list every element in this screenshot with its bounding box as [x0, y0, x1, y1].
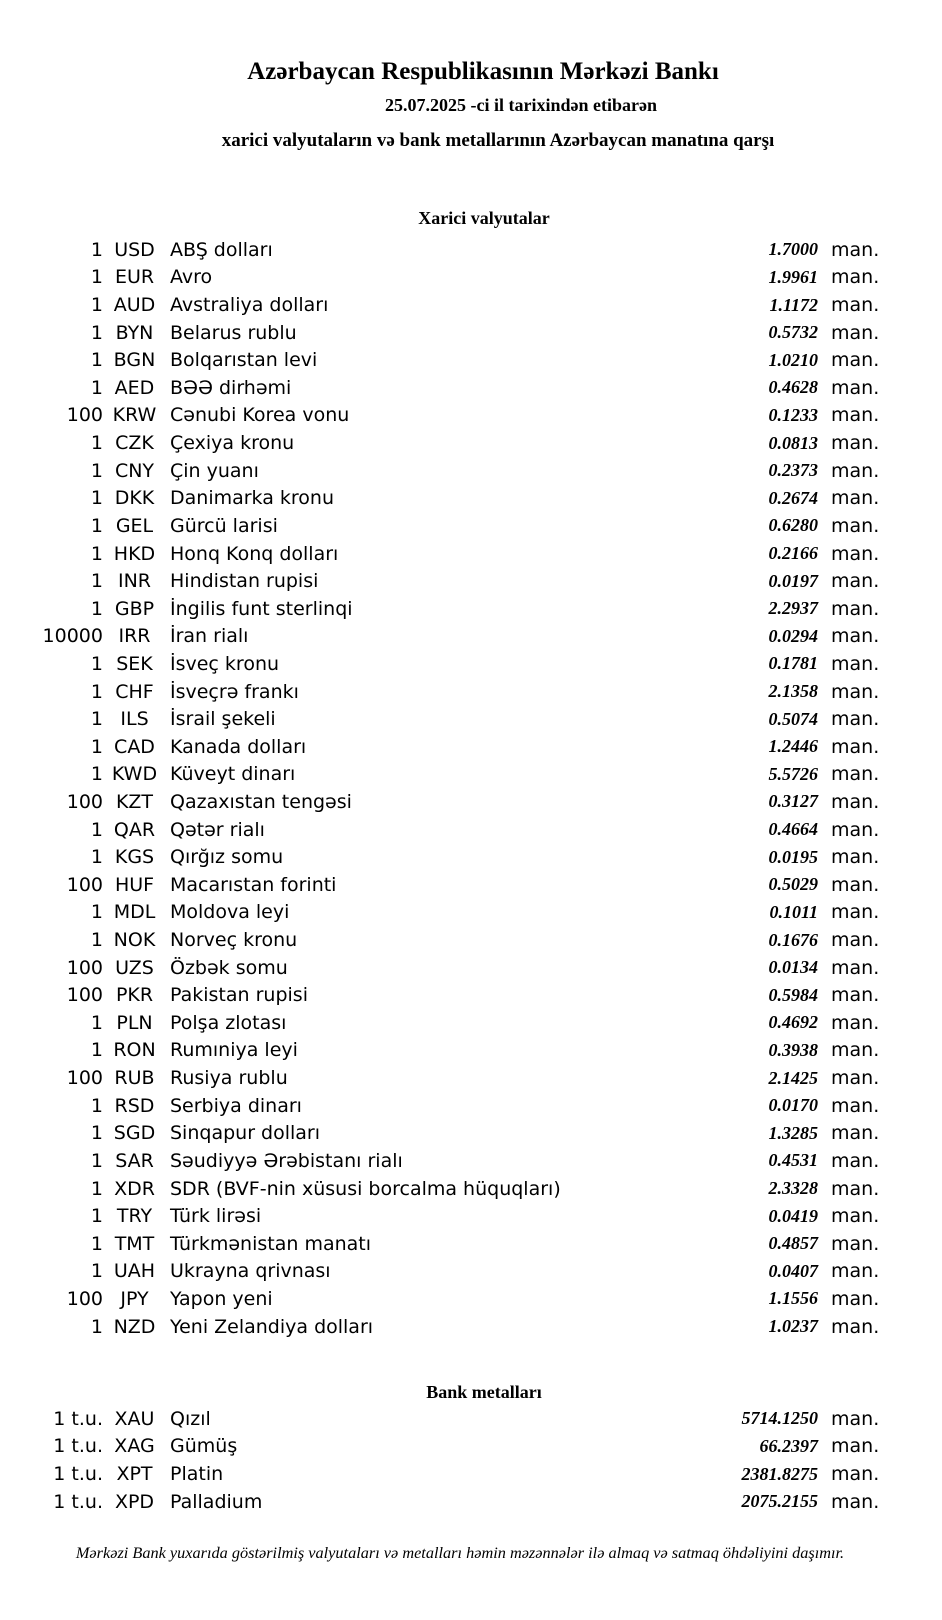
row-rate-value: 0.0197 — [768, 570, 818, 591]
table-row — [0, 1092, 942, 1120]
table-row — [0, 1009, 942, 1037]
row-currency-name: Hindistan rupisi — [170, 570, 319, 593]
effective-date-line: 25.07.2025 -ci il tarixindən etibarən — [385, 95, 657, 115]
row-rate-value: 0.1233 — [768, 404, 818, 425]
table-row — [0, 567, 942, 595]
table-row — [0, 981, 942, 1009]
row-unit-label: man. — [831, 321, 880, 344]
row-currency-name: Avro — [170, 266, 213, 289]
row-unit-label: man. — [831, 1039, 880, 1062]
row-quantity: 1 — [90, 266, 103, 289]
row-unit-label: man. — [831, 846, 880, 869]
row-unit-label: man. — [831, 542, 880, 565]
row-currency-code: KGS — [114, 846, 155, 869]
row-quantity: 1 — [90, 1232, 103, 1255]
row-currency-code: HUF — [114, 873, 155, 896]
row-quantity: 1 — [90, 349, 103, 372]
table-row — [0, 705, 942, 733]
row-currency-name: SDR (BVF-nin xüsusi borcalma hüquqları) — [170, 1177, 561, 1200]
row-unit-label: man. — [831, 597, 880, 620]
row-quantity: 1 — [90, 1149, 103, 1172]
row-unit-label: man. — [831, 956, 880, 979]
row-rate-value: 2.2937 — [768, 598, 818, 619]
table-row — [0, 457, 942, 485]
row-rate-value: 0.5984 — [768, 984, 818, 1005]
row-currency-name: Gümüş — [170, 1435, 238, 1458]
row-quantity: 1 — [90, 680, 103, 703]
table-row — [0, 843, 942, 871]
table-row — [0, 650, 942, 678]
row-currency-code: HKD — [113, 542, 156, 565]
row-currency-name: Ukrayna qrivnası — [170, 1260, 331, 1283]
table-row — [0, 899, 942, 927]
row-rate-value: 5.5726 — [768, 763, 818, 784]
row-rate-value: 0.4857 — [768, 1233, 818, 1254]
row-rate-value: 0.1676 — [768, 929, 818, 950]
row-rate-value: 2.3328 — [768, 1178, 818, 1199]
currencies-section-title: Xarici valyutalar — [418, 208, 550, 228]
row-currency-name: İsrail şekeli — [170, 708, 276, 731]
row-unit-label: man. — [831, 266, 880, 289]
row-unit-label: man. — [831, 984, 880, 1007]
row-unit-label: man. — [831, 514, 880, 537]
row-currency-code: RON — [113, 1039, 156, 1062]
row-currency-code: NZD — [113, 1315, 156, 1338]
bank-name-title: Azərbaycan Respublikasının Mərkəzi Bankı — [247, 58, 719, 85]
row-currency-name: Serbiya dinarı — [170, 1094, 302, 1117]
row-currency-code: EUR — [114, 266, 155, 289]
row-rate-value: 2.1425 — [768, 1067, 818, 1088]
row-unit-label: man. — [831, 1232, 880, 1255]
row-quantity: 1 — [90, 1315, 103, 1338]
row-quantity: 1 — [90, 1260, 103, 1283]
row-currency-name: Rusiya rublu — [170, 1067, 288, 1090]
row-unit-label: man. — [831, 1011, 880, 1034]
row-currency-name: Danimarka kronu — [170, 487, 335, 510]
row-currency-name: Küveyt dinarı — [170, 763, 296, 786]
row-rate-value: 0.0170 — [768, 1095, 818, 1116]
row-currency-name: Səudiyyə Ərəbistanı rialı — [170, 1149, 403, 1172]
row-currency-name: Bolqarıstan levi — [170, 349, 318, 372]
row-unit-label: man. — [831, 459, 880, 482]
table-row — [0, 540, 942, 568]
table-row — [0, 484, 942, 512]
row-quantity: 100 — [66, 984, 103, 1007]
table-row — [0, 1175, 942, 1203]
row-unit-label: man. — [831, 238, 880, 261]
row-rate-value: 0.0134 — [768, 957, 818, 978]
row-rate-value: 0.4692 — [768, 1012, 818, 1033]
row-currency-code: RUB — [114, 1067, 155, 1090]
table-row — [0, 236, 942, 264]
obligation-footnote: Mərkəzi Bank yuxarıda göstərilmiş valyutaları və metalları həmin məzənnələr ilə almaq və satmaq öhdəliyini daşımır. — [75, 1543, 845, 1562]
row-rate-value: 1.3285 — [768, 1122, 818, 1143]
row-currency-code: DKK — [114, 487, 155, 510]
row-rate-value: 2381.8275 — [741, 1463, 818, 1484]
row-quantity: 1 — [90, 432, 103, 455]
row-currency-name: Avstraliya dolları — [170, 294, 329, 317]
row-quantity: 1 — [90, 487, 103, 510]
row-rate-value: 0.3938 — [768, 1039, 818, 1060]
row-rate-value: 0.5029 — [768, 874, 818, 895]
table-row — [0, 1433, 942, 1461]
row-currency-name: Çin yuanı — [170, 459, 259, 482]
row-unit-label: man. — [831, 1149, 880, 1172]
row-currency-name: Yapon yeni — [170, 1287, 273, 1310]
row-currency-code: NOK — [113, 929, 156, 952]
row-quantity: 1 t.u. — [53, 1490, 103, 1513]
table-row — [0, 1258, 942, 1286]
row-quantity: 1 — [90, 1122, 103, 1145]
table-row — [0, 1285, 942, 1313]
row-quantity: 1 — [90, 818, 103, 841]
row-currency-name: Moldova leyi — [170, 901, 290, 924]
row-currency-name: Qətər rialı — [170, 818, 265, 841]
table-row — [0, 623, 942, 651]
row-quantity: 1 — [90, 708, 103, 731]
table-row — [0, 954, 942, 982]
row-currency-name: Norveç kronu — [170, 929, 298, 952]
table-row — [0, 1405, 942, 1433]
row-unit-label: man. — [831, 1463, 880, 1486]
row-quantity: 1 — [90, 321, 103, 344]
row-unit-label: man. — [831, 1407, 880, 1430]
row-currency-code: CNY — [114, 459, 155, 482]
row-quantity: 1 — [90, 1011, 103, 1034]
row-currency-name: Yeni Zelandiya dolları — [170, 1315, 374, 1338]
table-row — [0, 1488, 942, 1516]
row-quantity: 1 — [90, 238, 103, 261]
table-row — [0, 512, 942, 540]
table-row — [0, 1120, 942, 1148]
row-currency-name: Sinqapur dolları — [170, 1122, 321, 1145]
row-unit-label: man. — [831, 432, 880, 455]
row-currency-code: XPD — [114, 1490, 155, 1513]
table-row — [0, 926, 942, 954]
row-unit-label: man. — [831, 763, 880, 786]
row-currency-code: IRR — [118, 625, 151, 648]
row-currency-code: CHF — [115, 680, 154, 703]
table-row — [0, 264, 942, 292]
row-currency-name: Qızıl — [170, 1407, 211, 1430]
row-currency-code: XDR — [114, 1177, 155, 1200]
row-rate-value: 0.4531 — [768, 1150, 818, 1171]
row-unit-label: man. — [831, 901, 880, 924]
row-unit-label: man. — [831, 929, 880, 952]
row-unit-label: man. — [831, 680, 880, 703]
row-unit-label: man. — [831, 790, 880, 813]
row-quantity: 1 — [90, 376, 103, 399]
row-currency-name: Özbək somu — [170, 956, 288, 979]
row-unit-label: man. — [831, 873, 880, 896]
row-currency-code: KZT — [115, 790, 154, 813]
row-currency-name: Qırğız somu — [170, 846, 284, 869]
row-rate-value: 1.1172 — [769, 294, 818, 315]
row-rate-value: 0.6280 — [768, 515, 818, 536]
row-quantity: 100 — [66, 1287, 103, 1310]
table-row — [0, 1064, 942, 1092]
row-currency-name: BƏƏ dirhəmi — [170, 376, 292, 399]
metals-section-title: Bank metalları — [426, 1382, 542, 1402]
row-quantity: 100 — [66, 956, 103, 979]
row-quantity: 1 t.u. — [53, 1435, 103, 1458]
table-row — [0, 678, 942, 706]
currencies-table — [0, 236, 942, 1340]
row-currency-name: Türk lirəsi — [170, 1205, 262, 1228]
row-currency-code: BYN — [115, 321, 154, 344]
row-currency-name: Palladium — [170, 1490, 263, 1513]
row-quantity: 1 — [90, 763, 103, 786]
row-rate-value: 0.0294 — [768, 625, 818, 646]
row-quantity: 1 — [90, 597, 103, 620]
row-unit-label: man. — [831, 1315, 880, 1338]
table-row — [0, 374, 942, 402]
bulletin-subtitle: xarici valyutaların və bank metallarının Azərbaycan manatına qarşı — [221, 130, 775, 151]
row-currency-code: BGN — [113, 349, 156, 372]
row-rate-value: 1.0210 — [768, 349, 818, 370]
row-currency-code: SAR — [115, 1149, 154, 1172]
row-rate-value: 1.7000 — [768, 239, 818, 260]
row-rate-value: 0.1011 — [769, 901, 818, 922]
row-currency-name: İsveç kronu — [170, 652, 280, 675]
row-unit-label: man. — [831, 708, 880, 731]
row-unit-label: man. — [831, 625, 880, 648]
row-rate-value: 0.4664 — [768, 819, 818, 840]
row-unit-label: man. — [831, 1205, 880, 1228]
row-rate-value: 1.9961 — [768, 266, 818, 287]
row-quantity: 1 — [90, 294, 103, 317]
row-quantity: 1 — [90, 735, 103, 758]
row-rate-value: 0.0195 — [768, 846, 818, 867]
row-rate-value: 0.2166 — [768, 543, 818, 563]
row-currency-name: Pakistan rupisi — [170, 984, 308, 1007]
row-quantity: 1 — [90, 570, 103, 593]
row-currency-code: JPY — [120, 1287, 149, 1310]
row-currency-name: Belarus rublu — [170, 321, 297, 344]
row-currency-code: GBP — [114, 597, 155, 620]
row-rate-value: 0.2674 — [768, 487, 818, 508]
row-unit-label: man. — [831, 1490, 880, 1513]
table-row — [0, 871, 942, 899]
row-currency-code: AUD — [113, 294, 156, 317]
row-currency-name: Kanada dolları — [170, 735, 307, 758]
row-unit-label: man. — [831, 1067, 880, 1090]
row-currency-name: İngilis funt sterlinqi — [170, 597, 353, 620]
row-currency-name: Platin — [170, 1463, 224, 1486]
row-unit-label: man. — [831, 1177, 880, 1200]
row-quantity: 1 — [90, 1039, 103, 1062]
row-quantity: 1 — [90, 901, 103, 924]
row-currency-name: Macarıstan forinti — [170, 873, 337, 896]
row-currency-code: XAG — [114, 1435, 155, 1458]
row-currency-name: Türkmənistan manatı — [170, 1232, 372, 1255]
row-unit-label: man. — [831, 818, 880, 841]
table-row — [0, 733, 942, 761]
row-currency-name: Çexiya kronu — [170, 432, 295, 455]
row-unit-label: man. — [831, 1287, 880, 1310]
row-currency-code: GEL — [115, 514, 154, 537]
row-rate-value: 0.5732 — [768, 322, 818, 343]
row-currency-name: ABŞ dolları — [170, 238, 273, 261]
row-quantity: 1 — [90, 1205, 103, 1228]
row-rate-value: 66.2397 — [759, 1435, 818, 1456]
table-row — [0, 319, 942, 347]
row-currency-code: MDL — [113, 901, 156, 924]
row-currency-code: PKR — [115, 984, 154, 1007]
row-currency-name: Polşa zlotası — [170, 1011, 287, 1034]
row-rate-value: 0.0407 — [768, 1260, 818, 1281]
row-currency-code: UZS — [115, 956, 154, 979]
row-currency-code: USD — [114, 238, 155, 261]
row-quantity: 1 — [90, 846, 103, 869]
row-currency-code: RSD — [114, 1094, 155, 1117]
row-rate-value: 0.1781 — [768, 653, 818, 674]
table-row — [0, 346, 942, 374]
row-quantity: 10000 — [42, 625, 103, 648]
table-row — [0, 402, 942, 430]
table-row — [0, 1460, 942, 1488]
row-unit-label: man. — [831, 294, 880, 317]
row-currency-code: CZK — [115, 432, 154, 455]
row-currency-code: ILS — [120, 708, 149, 731]
table-row — [0, 788, 942, 816]
row-unit-label: man. — [831, 1260, 880, 1283]
table-row — [0, 291, 942, 319]
row-quantity: 1 — [90, 652, 103, 675]
row-rate-value: 1.1556 — [768, 1288, 818, 1309]
row-quantity: 100 — [66, 404, 103, 427]
table-row — [0, 595, 942, 623]
row-quantity: 1 — [90, 929, 103, 952]
row-unit-label: man. — [831, 487, 880, 510]
row-currency-code: PLN — [116, 1011, 153, 1034]
table-row — [0, 1230, 942, 1258]
row-rate-value: 1.2446 — [768, 736, 818, 757]
table-row — [0, 429, 942, 457]
row-currency-code: TRY — [116, 1205, 153, 1228]
row-currency-code: SGD — [113, 1122, 156, 1145]
metals-table — [0, 1405, 942, 1515]
row-currency-code: INR — [117, 570, 152, 593]
row-unit-label: man. — [831, 376, 880, 399]
table-row — [0, 816, 942, 844]
row-currency-code: SEK — [116, 652, 153, 675]
row-currency-name: Rumıniya leyi — [170, 1039, 298, 1062]
row-quantity: 1 t.u. — [53, 1463, 103, 1486]
table-row — [0, 1202, 942, 1230]
row-unit-label: man. — [831, 404, 880, 427]
row-currency-code: XPT — [116, 1463, 153, 1486]
row-currency-code: KWD — [111, 763, 158, 786]
table-row — [0, 1313, 942, 1341]
row-rate-value: 5714.1250 — [741, 1408, 818, 1429]
row-rate-value: 2.1358 — [768, 681, 818, 702]
row-unit-label: man. — [831, 1435, 880, 1458]
row-currency-code: KRW — [112, 404, 157, 427]
row-unit-label: man. — [831, 570, 880, 593]
row-currency-name: Cənubi Korea vonu — [170, 404, 350, 427]
row-quantity: 100 — [66, 790, 103, 813]
row-currency-code: QAR — [113, 818, 156, 841]
row-rate-value: 0.4628 — [768, 377, 818, 398]
table-row — [0, 1037, 942, 1065]
row-unit-label: man. — [831, 735, 880, 758]
row-unit-label: man. — [831, 1094, 880, 1117]
row-rate-value: 2075.2155 — [741, 1491, 818, 1512]
row-currency-name: Qazaxıstan tengəsi — [170, 790, 352, 813]
row-quantity: 1 t.u. — [53, 1407, 103, 1430]
row-currency-name: İran rialı — [170, 625, 249, 648]
row-quantity: 1 — [90, 542, 103, 565]
row-currency-name: Honq Konq dolları — [170, 542, 339, 565]
row-currency-code: AED — [114, 376, 155, 399]
row-quantity: 1 — [90, 1177, 103, 1200]
row-quantity: 1 — [90, 514, 103, 537]
row-rate-value: 1.0237 — [768, 1316, 818, 1337]
row-quantity: 1 — [90, 1094, 103, 1117]
row-currency-name: İsveçrə frankı — [170, 680, 299, 703]
table-row — [0, 761, 942, 789]
row-rate-value: 0.0813 — [768, 432, 818, 453]
row-currency-code: XAU — [114, 1407, 155, 1430]
row-unit-label: man. — [831, 349, 880, 372]
row-rate-value: 0.0419 — [768, 1205, 818, 1226]
row-currency-code: TMT — [114, 1232, 155, 1255]
row-currency-code: CAD — [114, 735, 155, 758]
row-quantity: 1 — [90, 459, 103, 482]
row-currency-name: Gürcü larisi — [170, 514, 278, 537]
table-row — [0, 1147, 942, 1175]
row-unit-label: man. — [831, 1122, 880, 1145]
row-unit-label: man. — [831, 652, 880, 675]
row-rate-value: 0.3127 — [768, 791, 818, 812]
row-quantity: 100 — [66, 873, 103, 896]
row-quantity: 100 — [66, 1067, 103, 1090]
row-currency-code: UAH — [113, 1260, 156, 1283]
row-rate-value: 0.2373 — [768, 460, 818, 481]
row-rate-value: 0.5074 — [768, 708, 818, 729]
